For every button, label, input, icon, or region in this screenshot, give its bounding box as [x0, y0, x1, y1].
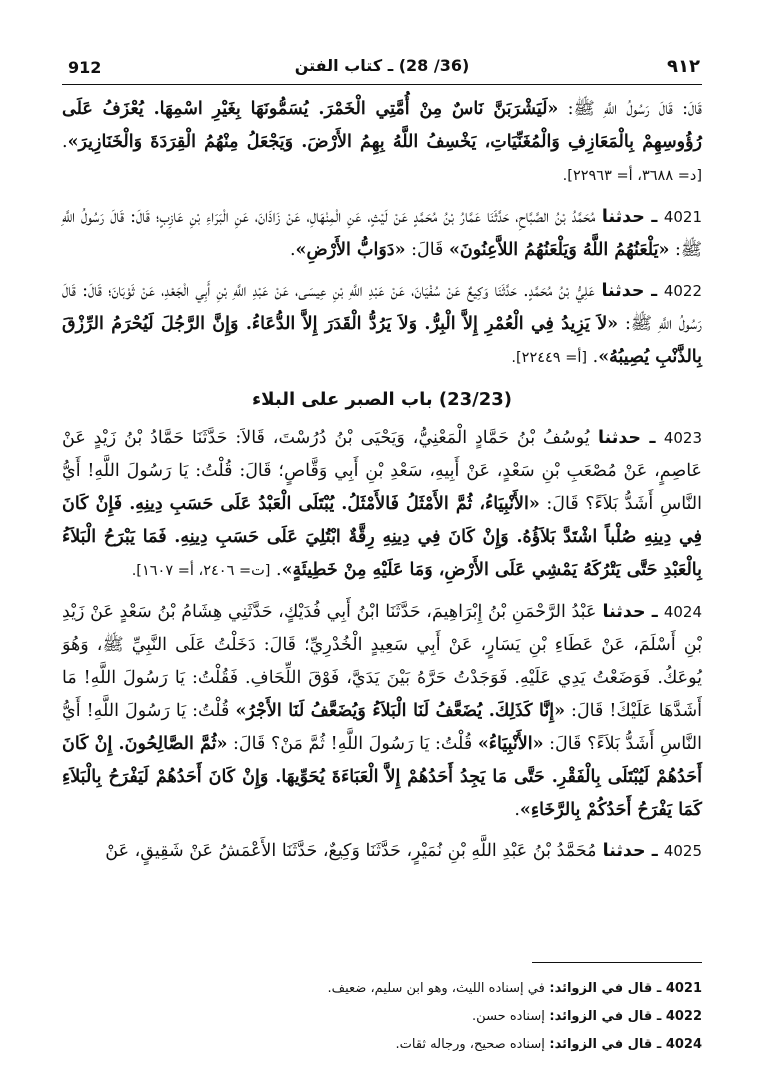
footnote-4021	[62, 975, 702, 1003]
footnote-text: إسناده صحيح، ورجاله ثقات.	[395, 1037, 545, 1052]
hadith-paragraph-h4023	[62, 422, 702, 588]
cross-reference: [أ= ٢٢٤٤٩].	[511, 350, 588, 366]
hadith-paragraph-h4025	[62, 835, 702, 868]
haddathana-label: ـ حدثنا	[596, 602, 664, 622]
hadith-text: مُحَمَّدُ بْنُ الصَّبَّاحِ، حَدَّثَنَا عَمَّارُ بْنُ مُحَمَّدٍ عَنْ لَيْثٍ، عَنِ الْمِنْهَالِ، عَنْ زَاذَانَ، عَنِ الْبَرَاءِ بْنِ عَازِبٍ؛ قَالَ: قَالَ رَسُولُ اللَّهِ ﷺ:	[62, 207, 702, 260]
hadith-text: .	[587, 347, 599, 367]
hadith-paragraph-cont	[62, 93, 702, 193]
hadith-text: يُوسُفُ بْنُ حَمَّادٍ الْمَعْنِيُّ، وَيَحْيَى بْنُ دُرُسْتَ، قَالاَ: حَدَّثَنَا حَمَّادُ بْنُ زَيْدٍ عَنْ عَاصِمٍ، عَنْ مُصْعَبِ بْنِ سَعْدٍ، عَنْ أَبِيهِ، سَعْدِ بْنِ أَبِي وَقَّاصٍ؛ قَالَ: قُلْتُ: يَا رَسُولَ اللَّهِ! أَيُّ النَّاسِ أَشَدُّ بَلاَءً؟ قَالَ:	[62, 428, 702, 514]
matn-text: «دَوَابُّ الأَرْضِ»	[295, 240, 406, 260]
haddathana-label: ـ حدثنا	[596, 841, 664, 861]
hadith-number: 4023	[663, 429, 703, 447]
chapter-heading: (23/23) باب الصبر على البلاء	[251, 389, 512, 410]
hadith-text: .	[270, 560, 282, 580]
hadith-text: عَلِيُّ بْنُ مُحَمَّدٍ. حَدَّثَنَا وَكِيعٌ عَنْ سُفْيَانَ، عَنْ عَبْدِ اللَّهِ بْنِ عِيسَى، عَنْ عَبْدِ اللَّهِ بْنِ أَبِي الْجَعْدِ، عَنْ ثَوْبَانَ؛ قَالَ: قَالَ رَسُولُ اللَّهِ ﷺ:	[62, 281, 702, 334]
hadith-paragraph-h4024	[62, 596, 702, 827]
footnote-4022	[62, 1003, 702, 1031]
hadith-number: 4024	[663, 603, 703, 621]
cross-reference: [ت= ٢٤٠٦، أ= ١٦٠٧].	[131, 563, 271, 579]
hadith-text: .	[289, 240, 296, 260]
hadith-number: 4021	[663, 208, 703, 226]
matn-text: «ثُمَّ الصَّالِحُونَ. إِنْ كَانَ أَحَدُهُمْ لَيُبْتَلَى بِالْفَقْرِ. حَتَّى مَا يَجِدُ أَحَدُهُمْ إِلاَّ الْعَبَاءَةَ يُحَوِّيهَا. وَإِنْ كَانَ أَحَدُهُمْ لَيَفْرَحُ بِالْبَلاَءِ كَمَا يَفْرَحُ أَحَدُكُمْ بِالرَّخَاءِ»	[62, 734, 702, 820]
page-number-arabic: ٩١٢	[667, 56, 700, 77]
hadith-text: عَبْدُ الرَّحْمَنِ بْنُ إِبْرَاهِيمَ، حَدَّثَنَا ابْنُ أَبِي فُدَيْكٍ، حَدَّثَنِي هِشَامُ بْنُ سَعْدٍ عَنْ زَيْدِ بْنِ أَسْلَمَ، عَنْ عَطَاءِ بْنِ يَسَارٍ، عَنْ أَبِي سَعِيدٍ الْخُدْرِيِّ؛ قَالَ: دَخَلْتُ عَلَى النَّبِيِّ ﷺ، وَهُوَ يُوعَكُ. فَوَضَعْتُ يَدِي عَلَيْهِ. فَوَجَدْتُ حَرَّهُ بَيْنَ يَدَيَّ، فَوْقَ اللِّحَافِ. فَقُلْتُ: يَا رَسُولَ اللَّهِ! مَا أَشَدَّهَا عَلَيْكَ! قَالَ:	[62, 602, 702, 721]
footnote-number: 4022	[665, 1009, 702, 1024]
page-number-latin: 912	[68, 58, 102, 77]
matn-text: «الأَنْبِيَاءُ»	[477, 734, 544, 754]
footnote-number: 4024	[665, 1037, 702, 1052]
footnote-separator	[532, 962, 702, 963]
footnote-text: إسناده حسن.	[472, 1009, 545, 1024]
haddathana-label: ـ حدثنا	[589, 428, 664, 448]
hadith-text: قُلْتُ: يَا رَسُولَ اللَّهِ! أَيُّ النَّاسِ أَشَدُّ بَلاَءً؟ قَالَ:	[62, 701, 702, 754]
running-title: (36/ 28) ـ كتاب الفتن	[294, 56, 470, 75]
footnote-label: ـ قال في الزوائد:	[544, 1037, 666, 1052]
hadith-number: 4025	[663, 842, 702, 860]
cross-reference: [د= ٣٦٨٨، أ= ٢٢٩٦٣].	[562, 168, 702, 184]
hadith-text: قَالَ: قَالَ رَسُولُ اللَّهِ ﷺ:	[558, 99, 702, 119]
matn-text: «لَيَشْرَبَنَّ نَاسٌ مِنْ أُمَّتِي الْخَمْرَ. يُسَمُّونَهَا بِغَيْرِ اسْمِهَا. يُعْزَفُ عَلَى رُؤُوسِهِمْ بِالْمَعَازِفِ وَالْمُغَنِّيَاتِ، يَخْسِفُ اللَّهُ بِهِمُ الأَرْضَ. وَيَجْعَلُ مِنْهُمُ الْقِرَدَةَ وَالْخَنَازِيرَ»	[62, 99, 702, 152]
hadith-paragraph-h4021	[62, 201, 702, 267]
hadith-text: قَالَ:	[405, 240, 449, 260]
page-header	[62, 50, 702, 85]
matn-text: «يَلْعَنُهُمُ اللَّهُ وَيَلْعَنُهُمُ اللاَّعِنُونَ»	[448, 240, 670, 260]
footnotes	[62, 975, 702, 1059]
matn-text: «لاَ يَزِيدُ فِي الْعُمْرِ إِلاَّ الْبِرُّ. وَلاَ يَرُدُّ الْقَدَرَ إِلاَّ الدُّعَاءُ. وَإِنَّ الرَّجُلَ لَيُحْرَمُ الرِّزْقَ بِالذَّنْبِ يُصِيبُهُ»	[62, 314, 702, 367]
hadith-number: 4022	[663, 282, 702, 300]
matn-text: «الأَنْبِيَاءُ، ثُمَّ الأَمْثَلُ فَالأَمْثَلُ. يُبْتَلَى الْعَبْدُ عَلَى حَسَبِ دِينِهِ. فَإِنْ كَانَ فِي دِينِهِ صُلْباً اشْتَدَّ بَلاَؤُهُ. وَإِنْ كَانَ فِي دِينِهِ رِقَّةٌ ابْتُلِيَ عَلَى حَسَبِ دِينِهِ. فَمَا يَبْرَحُ الْبَلاَءُ بِالْعَبْدِ حَتَّى يَتْرُكَهُ يَمْشِي عَلَى الأَرْضِ، وَمَا عَلَيْهِ مِنْ خَطِيئَةٍ»	[62, 494, 702, 580]
hadith-text: .	[514, 800, 520, 820]
haddathana-label: ـ حدثنا	[594, 281, 664, 301]
hadith-text: قُلْتُ: يَا رَسُولَ اللَّهِ! ثُمَّ مَنْ؟ قَالَ:	[227, 734, 478, 754]
hadith-paragraph-h4022	[62, 275, 702, 375]
matn-text: «إِنَّا كَذَلِكَ. يُضَعَّفُ لَنَا الْبَلاَءُ وَيُضَعَّفُ لَنَا الأَجْرُ»	[235, 701, 566, 721]
footnote-text: في إسناده الليث، وهو ابن سليم، ضعيف.	[327, 981, 545, 996]
footnote-number: 4021	[665, 981, 702, 996]
hadith-block-1	[62, 93, 702, 375]
book-page	[62, 50, 702, 1060]
hadith-text: مُحَمَّدُ بْنُ عَبْدِ اللَّهِ بْنِ نُمَيْرٍ، حَدَّثَنَا وَكِيعٌ، حَدَّثَنَا الأَعْمَشُ عَنْ شَقِيقٍ، عَنْ	[105, 841, 597, 861]
hadith-block-2	[62, 422, 702, 868]
footnote-4024	[62, 1031, 702, 1059]
hadith-text: .	[62, 132, 68, 152]
page-body	[62, 93, 702, 868]
footnote-label: ـ قال في الزوائد:	[544, 1009, 666, 1024]
footnote-label: ـ قال في الزوائد:	[544, 981, 666, 996]
haddathana-label: ـ حدثنا	[595, 207, 664, 227]
